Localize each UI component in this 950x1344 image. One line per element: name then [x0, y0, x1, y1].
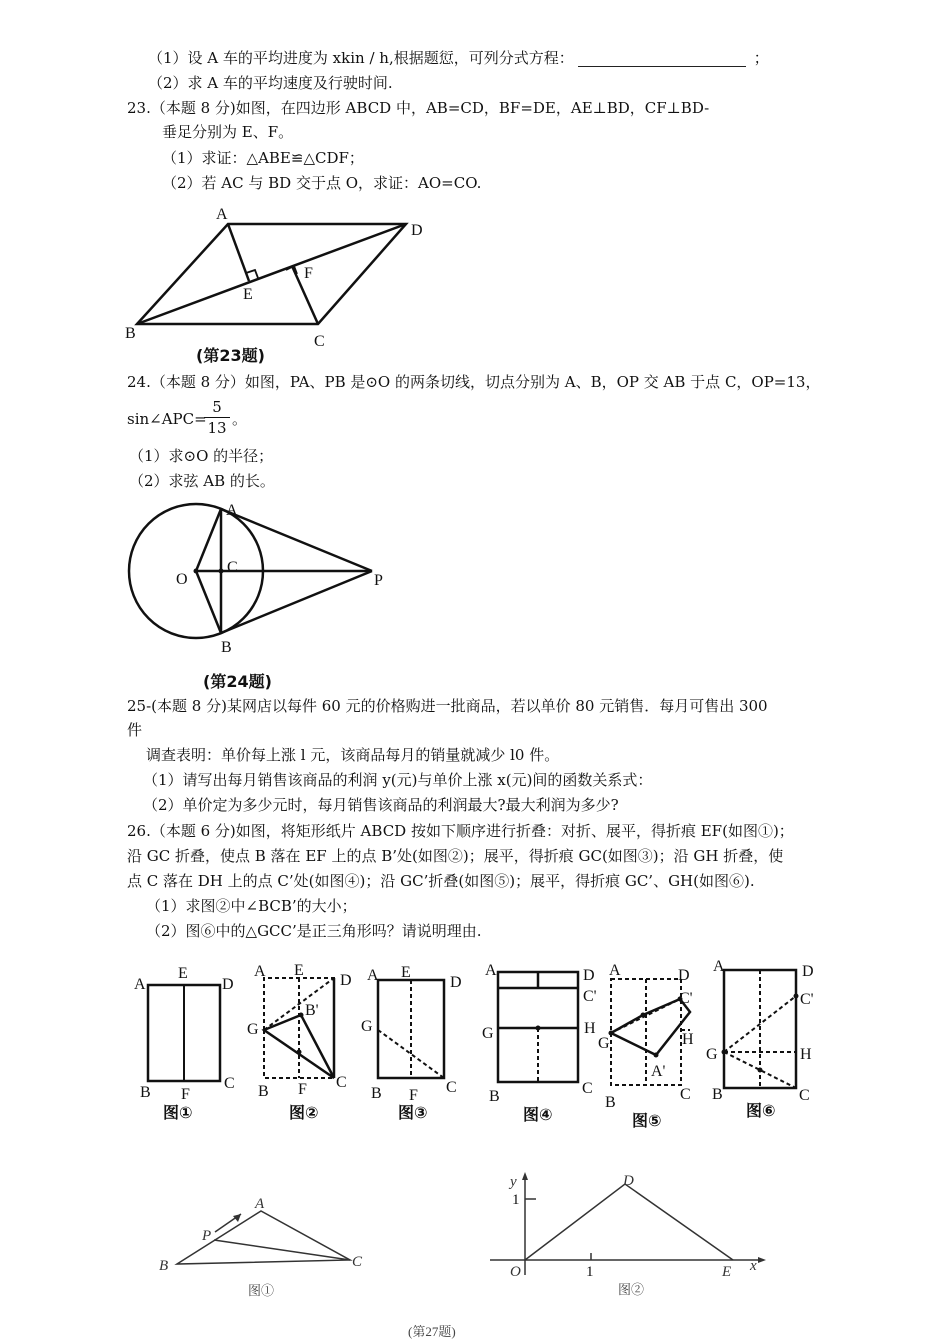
label-24-A: A: [226, 502, 238, 519]
p5-Ap: A': [651, 1063, 666, 1080]
q26-part1: （1）求图②中∠BCB’的大小；: [146, 897, 357, 915]
p5-C: C: [680, 1086, 691, 1103]
p27-E: E: [722, 1264, 732, 1280]
p27-x: x: [750, 1258, 757, 1274]
fig26-panel3: [361, 964, 462, 1122]
fig26-panel4: [482, 962, 597, 1124]
p1-E: E: [178, 965, 188, 982]
p6-G: G: [706, 1046, 718, 1063]
p1-C: C: [224, 1075, 235, 1092]
q26-line1: 26.（本题 6 分)如图，将矩形纸片 ABCD 按如下顺序进行折叠：对折、展平，得折痕 EF(如图①)；: [127, 822, 794, 840]
fig24-caption: (第24题): [203, 672, 272, 691]
p27-C: C: [352, 1254, 363, 1270]
q22-part2: （2）求 A 车的平均速度及行驶时间.: [148, 74, 393, 92]
q24-sin-label: sin∠APC=: [127, 410, 207, 428]
fig26-panel2: [247, 962, 352, 1122]
p2-G: G: [247, 1021, 259, 1038]
p27-B: B: [159, 1258, 169, 1274]
p27-tick-x1: 1: [586, 1264, 594, 1280]
p2-D: D: [340, 972, 352, 989]
p1-A: A: [134, 976, 146, 993]
point-o: [194, 569, 199, 574]
p5-B: B: [605, 1094, 616, 1111]
q24-period: 。: [232, 410, 248, 428]
fig26-2-caption: 图②: [289, 1103, 319, 1122]
q23-heading: 23.（本题 8 分)如图，在四边形 ABCD 中，AB=CD，BF=DE，AE⊥BD，CF⊥BD-: [127, 99, 710, 117]
p4-Cp: C': [583, 988, 597, 1005]
q26-part2: （2）图⑥中的△GCC’是正三角形吗？请说明理由.: [146, 922, 482, 940]
p4-C: C: [582, 1080, 593, 1097]
p27-D: D: [623, 1173, 634, 1189]
p5-Cp: C': [679, 990, 693, 1007]
q23-footnote: 垂足分别为 E、F。: [162, 123, 294, 141]
label-23-B: B: [125, 325, 136, 342]
q23-part2: （2）若 AC 与 BD 交于点 O，求证：AO=CO.: [162, 174, 482, 192]
p27-tick-y1: 1: [512, 1192, 520, 1208]
q25-heading-cont: 件: [127, 721, 143, 739]
fig27-caption: (第27题): [408, 1324, 456, 1339]
label-23-E: E: [243, 286, 253, 303]
p3-A: A: [367, 967, 379, 984]
fig27-2-caption: 图②: [618, 1282, 645, 1297]
q22-part1-end: ；: [753, 49, 769, 67]
point-c: [219, 569, 224, 574]
p27-y: y: [510, 1174, 517, 1190]
p1-B: B: [140, 1084, 151, 1101]
p4-B: B: [489, 1088, 500, 1105]
p3-G: G: [361, 1018, 373, 1035]
q25-part2: （2）单价定为多少元时，每月销售该商品的利润最大?最大利润为多少?: [143, 796, 619, 814]
fraction-denominator: 13: [207, 419, 227, 437]
p27-O: O: [510, 1264, 521, 1280]
p2-B: B: [258, 1083, 269, 1100]
q25-heading: 25-(本题 8 分)某网店以每件 60 元的价格购进一批商品，若以单价 80 元销售．每月可售出 300: [127, 697, 768, 715]
fig26-panel1: [134, 965, 235, 1122]
diagonal-bd: [137, 224, 406, 324]
p4-H: H: [584, 1020, 596, 1037]
fig26-6-caption: 图⑥: [746, 1101, 776, 1120]
p3-C: C: [446, 1079, 457, 1096]
fig26-5-caption: 图⑤: [632, 1111, 662, 1130]
p6-H: H: [800, 1046, 812, 1063]
q23-part1: （1）求证：△ABE≌△CDF；: [162, 149, 364, 167]
label-23-A: A: [216, 206, 228, 223]
label-23-F: F: [304, 265, 313, 282]
p4-D: D: [583, 967, 595, 984]
p1-F: F: [181, 1086, 190, 1103]
label-24-O: O: [176, 571, 188, 588]
p3-D: D: [450, 974, 462, 991]
q26-line3: 点 C 落在 DH 上的点 C’处(如图④)；沿 GC’折叠(如图⑤)；展平，得折痕 GC’、GH(如图⑥).: [127, 872, 755, 890]
fraction-numerator: 5: [204, 397, 230, 418]
p3-F: F: [409, 1087, 418, 1104]
p2-E: E: [294, 962, 304, 979]
p5-H: H: [682, 1031, 694, 1048]
p6-D: D: [802, 963, 814, 980]
p6-C: C: [799, 1087, 810, 1104]
radius-ob: [196, 571, 221, 633]
q25-survey: 调查表明：单价每上涨 l 元，该商品每月的销量就减少 l0 件。: [146, 746, 560, 764]
p27-P: P: [202, 1228, 212, 1244]
p5-G: G: [598, 1035, 610, 1052]
fig23-quadrilateral: [137, 224, 406, 324]
label-24-C: C: [227, 559, 238, 576]
p2-C: C: [336, 1074, 347, 1091]
p3-E: E: [401, 964, 411, 981]
p2-F: F: [298, 1081, 307, 1098]
label-23-D: D: [411, 222, 423, 239]
fig24-circle-tangents: [129, 504, 372, 638]
p27-A: A: [255, 1196, 265, 1212]
q24-part1: （1）求⊙O 的半径；: [129, 447, 274, 465]
p4-G: G: [482, 1025, 494, 1042]
fig26-1-caption: 图①: [163, 1103, 193, 1122]
p2-Bp: B': [305, 1002, 319, 1019]
p1-D: D: [222, 976, 234, 993]
fig27-1-caption: 图①: [248, 1283, 275, 1298]
fig26-3-caption: 图③: [398, 1103, 428, 1122]
fig26-4-caption: 图④: [523, 1105, 553, 1124]
fig23-caption: (第23题): [196, 346, 265, 365]
p3-B: B: [371, 1085, 382, 1102]
label-24-P: P: [374, 572, 383, 589]
q26-line2: 沿 GC 折叠，使点 B 落在 EF 上的点 B’处(如图②)；展平，得折痕 GC(如图③)；沿 GH 折叠，使: [127, 847, 784, 865]
p5-D: D: [678, 967, 690, 984]
p6-B: B: [712, 1086, 723, 1103]
p4-A: A: [485, 962, 497, 979]
label-24-B: B: [221, 639, 232, 656]
p5-A: A: [609, 962, 621, 979]
label-23-C: C: [314, 333, 325, 350]
p6-A: A: [713, 958, 725, 975]
fig26-panel6: [706, 958, 814, 1120]
tangent-pa: [221, 509, 372, 571]
q25-part1: （1）请写出每月销售该商品的利润 y(元)与单价上涨 x(元)间的函数关系式：: [143, 771, 653, 789]
q24-part2: （2）求弦 AB 的长。: [129, 472, 275, 490]
radius-oa: [196, 509, 221, 571]
p6-Cp: C': [800, 991, 814, 1008]
q24-heading: 24.（本题 8 分）如图，PA、PB 是⊙O 的两条切线，切点分别为 A、B，OP 交 AB 于点 C，OP=13，: [127, 373, 821, 391]
p2-A: A: [254, 963, 266, 980]
fig26-panel5: [598, 962, 694, 1130]
q22-part1-text: （1）设 A 车的平均进度为 xkin / h,根据题愆，可列分式方程：: [148, 49, 574, 67]
tangent-pb: [221, 571, 372, 633]
